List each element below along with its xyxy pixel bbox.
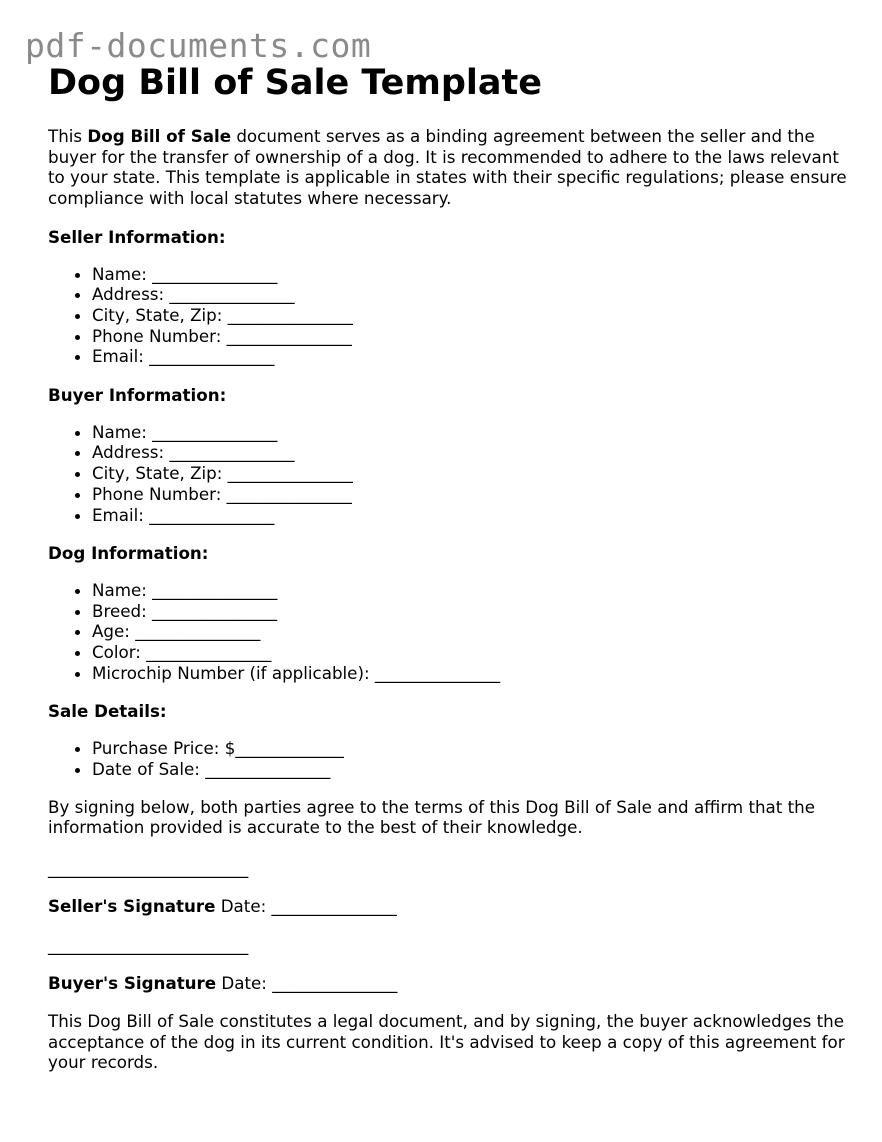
- buyer-signature-line: ________________________: [48, 935, 249, 956]
- list-item: • City, State, Zip: _______________: [92, 463, 848, 484]
- buyer-signature-row: [48, 973, 848, 994]
- list-item: • Date of Sale: _______________: [92, 759, 848, 780]
- list-item: • Microchip Number (if applicable): _______________: [92, 663, 848, 684]
- list-item: • Phone Number: _______________: [92, 326, 848, 347]
- list-item: • Breed: _______________: [92, 601, 848, 622]
- sale-list: [48, 738, 848, 779]
- list-item: • City, State, Zip: _______________: [92, 305, 848, 326]
- buyer-heading: Buyer Information:: [48, 385, 227, 406]
- agreement-paragraph: By signing below, both parties agree to the terms of this Dog Bill of Sale and affirm that the information provided is accurate to the best of their knowledge.: [48, 796, 816, 838]
- sale-heading: Sale Details:: [48, 701, 167, 722]
- list-item: • Phone Number: _______________: [92, 484, 848, 505]
- buyer-date-field: Date: _______________: [216, 973, 398, 994]
- document-page: [48, 62, 848, 1073]
- seller-date-field: Date: _______________: [215, 895, 397, 916]
- seller-signature-row: [48, 896, 848, 917]
- seller-list: [48, 264, 848, 368]
- seller-heading: Seller Information:: [48, 226, 226, 247]
- seller-signature-line: ________________________: [48, 857, 249, 878]
- seller-signature-label: Seller's Signature: [48, 895, 216, 916]
- intro-bold: Dog Bill of Sale: [87, 126, 232, 146]
- closing-paragraph: This Dog Bill of Sale constitutes a legal document, and by signing, the buyer acknowledges the acceptance of the dog in its current condition. It's advised to keep a copy of this agreement for your records.: [48, 1010, 845, 1073]
- buyer-list: [48, 422, 848, 526]
- list-item: • Name: _______________: [92, 264, 848, 285]
- intro-rest: document serves as a binding agreement between the seller and the buyer for the transfer of ownership of a dog. It is recommended to adhere to the laws relevant to your state. This template is applicable in states with their specific regulations; please ensure compliance with local statutes where necessary.: [48, 126, 847, 209]
- buyer-signature-label: Buyer's Signature: [48, 973, 217, 994]
- document-title: Dog Bill of Sale Template: [48, 63, 542, 103]
- dog-list: [48, 580, 848, 684]
- list-item: • Purchase Price: $_____________: [92, 738, 848, 759]
- dog-heading: Dog Information:: [48, 543, 209, 564]
- list-item: • Address: _______________: [92, 284, 848, 305]
- site-watermark: pdf-documents.com: [25, 26, 372, 65]
- list-item: • Address: _______________: [92, 442, 848, 463]
- list-item: • Email: _______________: [92, 346, 848, 367]
- list-item: • Name: _______________: [92, 422, 848, 443]
- list-item: • Email: _______________: [92, 505, 848, 526]
- intro-paragraph: [48, 126, 848, 209]
- list-item: • Color: _______________: [92, 642, 848, 663]
- intro-prefix: This: [48, 126, 88, 146]
- list-item: • Age: _______________: [92, 621, 848, 642]
- list-item: • Name: _______________: [92, 580, 848, 601]
